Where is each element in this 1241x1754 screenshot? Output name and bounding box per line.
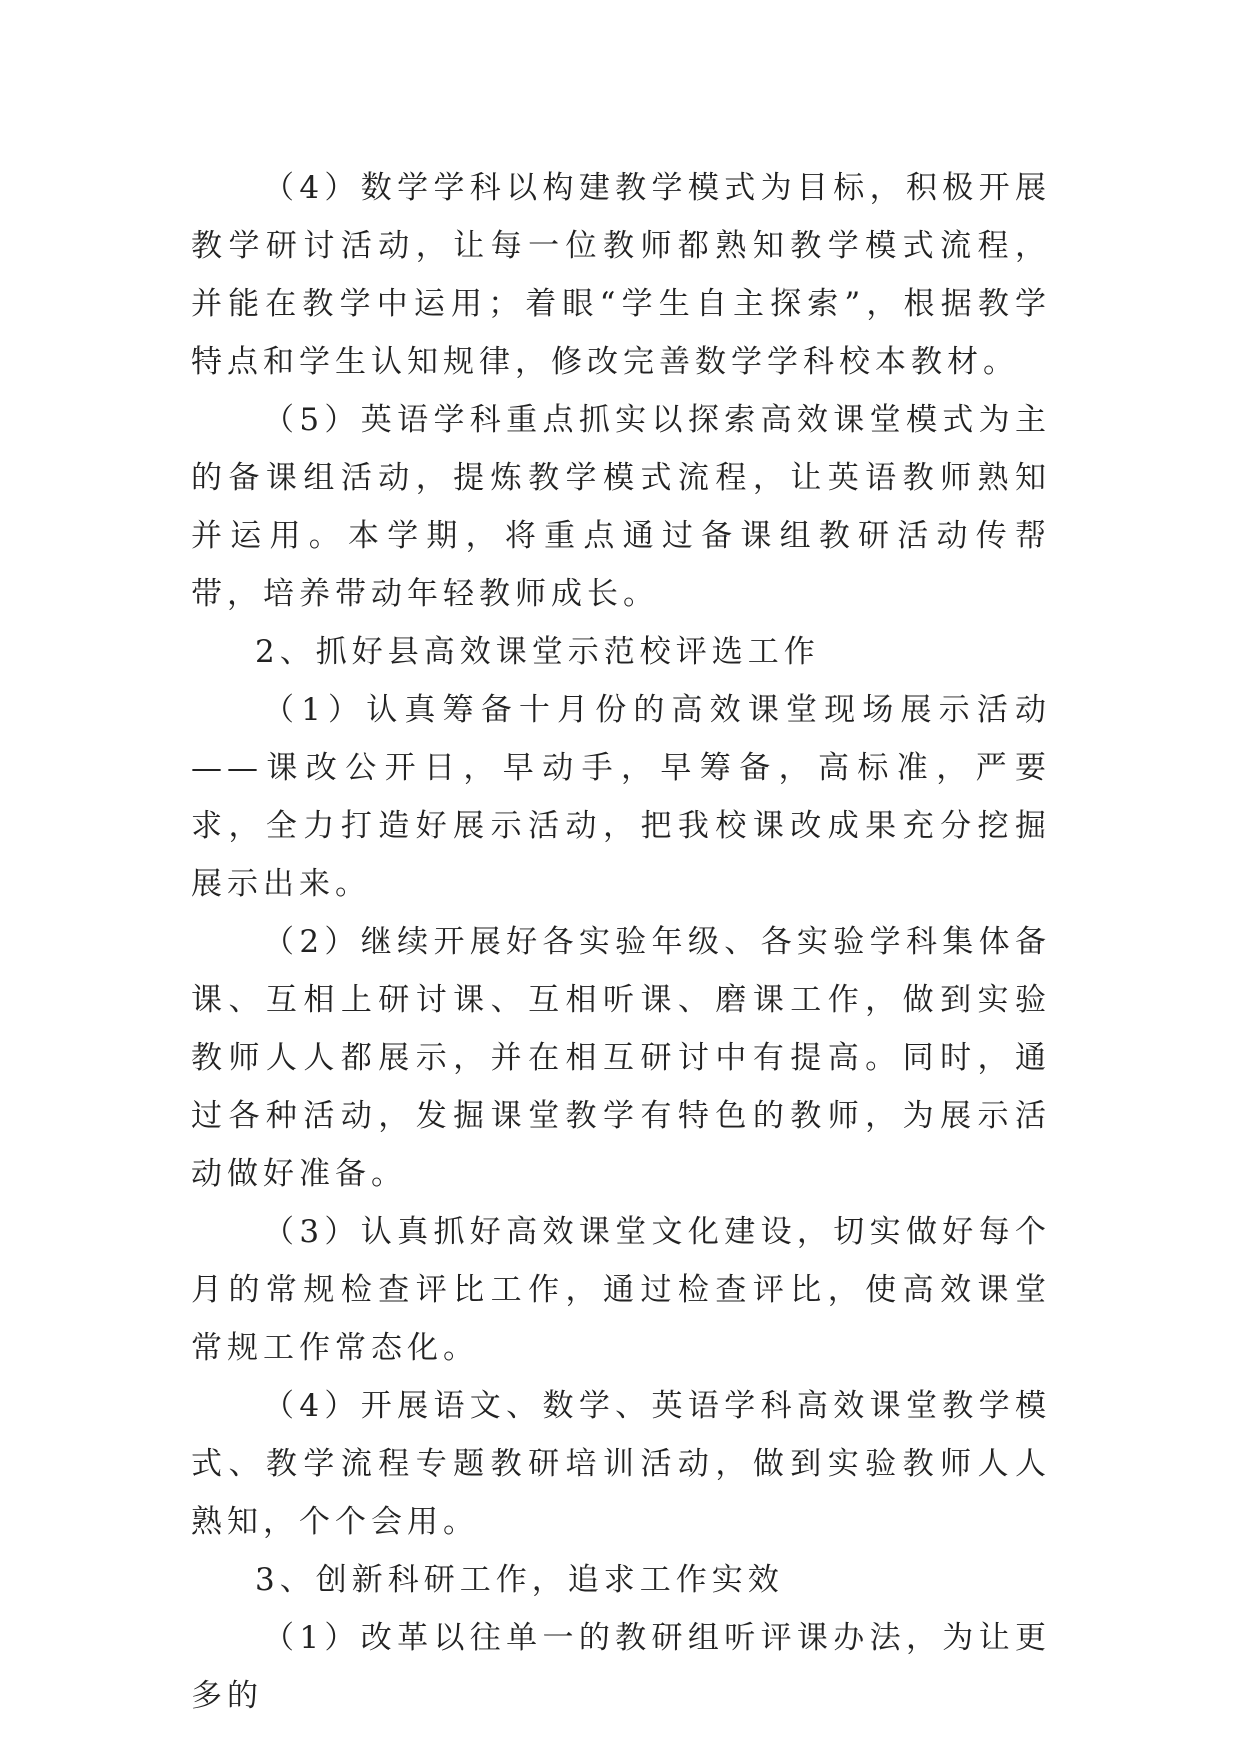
paragraph-research-item-1: （1）改革以往单一的教研组听评课办法，为让更多的: [191, 1620, 1051, 1714]
section-heading-3: 3、创新科研工作，追求工作实效: [255, 1562, 784, 1598]
paragraph-item-3: （3）认真抓好高效课堂文化建设，切实做好每个月的常规检查评比工作，通过检查评比，使高效课堂常规工作常态化。: [191, 1214, 1051, 1366]
document-body: [191, 159, 1051, 1725]
section-heading-2: 2、抓好县高效课堂示范校评选工作: [255, 634, 820, 670]
paragraph-item-2: （2）继续开展好各实验年级、各实验学科集体备课、互相上研讨课、互相听课、磨课工作，做到实验教师人人都展示，并在相互研讨中有提高。同时，通过各种活动，发掘课堂教学有特色的教师，为展示活动做好准备。: [191, 924, 1051, 1192]
paragraph-english-subject: （5）英语学科重点抓实以探索高效课堂模式为主的备课组活动，提炼教学模式流程，让英语教师熟知并运用。本学期，将重点通过备课组教研活动传帮带，培养带动年轻教师成长。: [191, 402, 1051, 612]
paragraph-item-1: （1）认真筹备十月份的高效课堂现场展示活动——课改公开日，早动手，早筹备，高标准，严要求，全力打造好展示活动，把我校课改成果充分挖掘展示出来。: [191, 692, 1051, 902]
paragraph-item-4: （4）开展语文、数学、英语学科高效课堂教学模式、教学流程专题教研培训活动，做到实验教师人人熟知，个个会用。: [191, 1388, 1051, 1540]
paragraph-math-subject: （4）数学学科以构建教学模式为目标，积极开展教学研讨活动，让每一位教师都熟知教学模式流程，并能在教学中运用；着眼“学生自主探索”，根据教学特点和学生认知规律，修改完善数学学科校本教材。: [191, 170, 1051, 380]
